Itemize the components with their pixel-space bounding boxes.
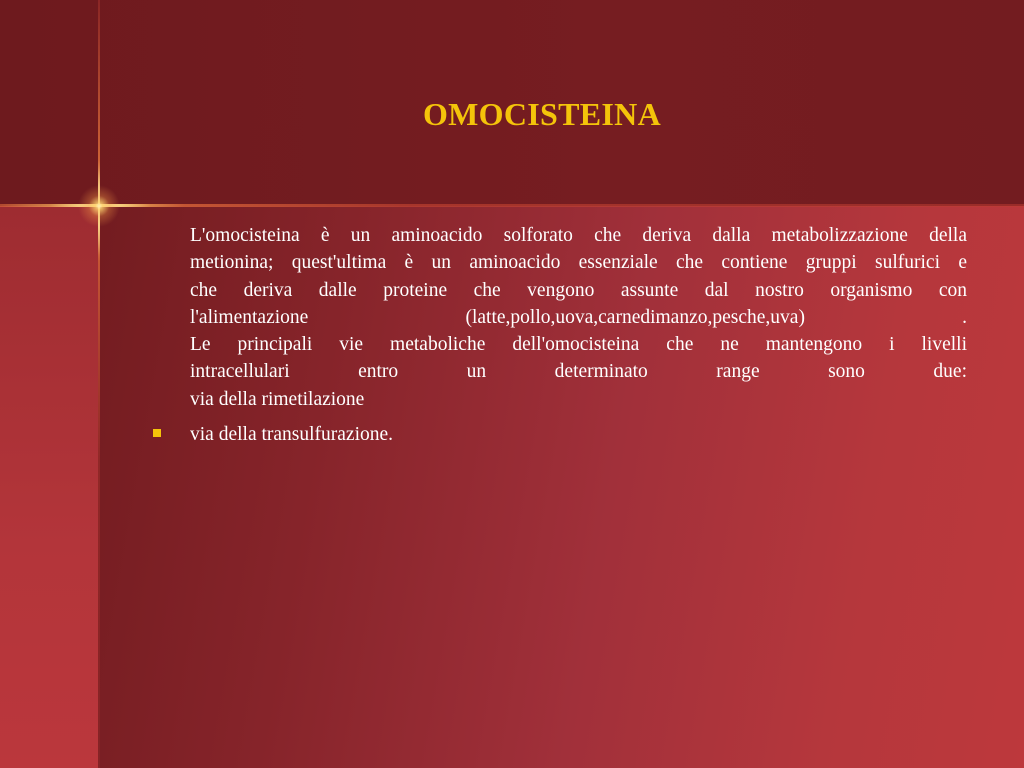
body-line-4: l'alimentazione (latte,pollo,uova,carnedimanzo,pesche,uva) . [190, 306, 967, 328]
slide-left-band [0, 206, 98, 768]
square-bullet-icon [153, 429, 161, 437]
decorative-horizontal-line [0, 204, 1024, 207]
body-line-6: intracellulari entro un determinato range sono due: [190, 361, 967, 383]
sparkle-icon [78, 185, 120, 227]
body-line-1: L'omocisteina è un aminoacido solforato che deriva dalla metabolizzazione della [190, 225, 967, 246]
body-line-5: Le principali vie metaboliche dell'omocisteina che ne mantengono i livelli [190, 334, 967, 356]
body-line-3: che deriva dalle proteine che vengono assunte dal nostro organismo con [190, 279, 967, 301]
body-line-7: via della rimetilazione [190, 388, 365, 410]
body-line-2: metionina; quest'ultima è un aminoacido essenziale che contiene gruppi sulfurici e [190, 252, 967, 274]
slide-title: OMOCISTEINA [422, 96, 661, 132]
bullet-text: via della transulfurazione. [190, 424, 394, 445]
slide-body [190, 222, 967, 413]
